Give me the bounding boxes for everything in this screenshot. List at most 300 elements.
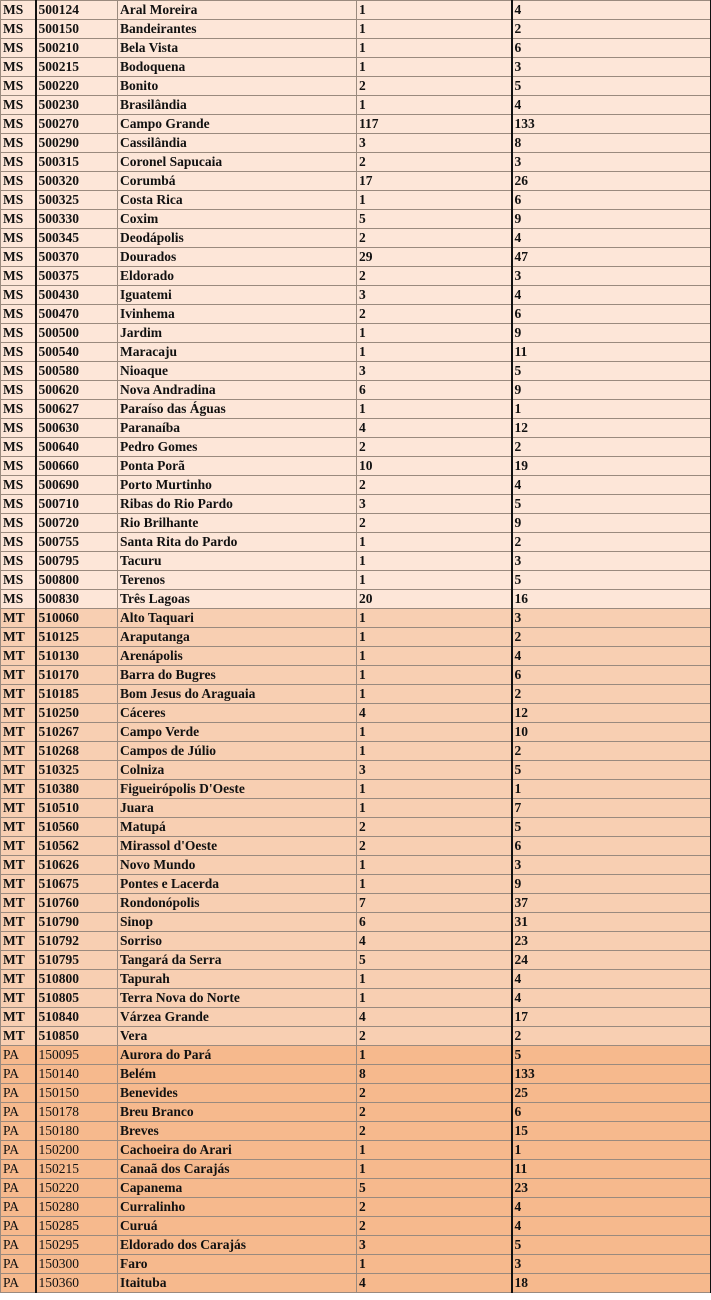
table-row — [1, 1236, 711, 1255]
count-b-cell: 3 — [512, 267, 711, 286]
table-row — [1, 1255, 711, 1274]
count-b-cell: 5 — [512, 1236, 711, 1255]
municipality-cell: Brasilândia — [118, 96, 357, 115]
code-cell: 500315 — [36, 153, 118, 172]
code-cell: 150300 — [36, 1255, 118, 1274]
table-row — [1, 818, 711, 837]
table-row — [1, 894, 711, 913]
code-cell: 500345 — [36, 229, 118, 248]
count-a-cell: 3 — [357, 1236, 512, 1255]
count-a-cell: 2 — [357, 837, 512, 856]
table-row — [1, 1, 711, 20]
count-b-cell: 26 — [512, 172, 711, 191]
code-cell: 510380 — [36, 780, 118, 799]
table-row — [1, 1217, 711, 1236]
state-cell: MS — [1, 400, 36, 419]
municipality-cell: Tapurah — [118, 970, 357, 989]
count-a-cell: 3 — [357, 134, 512, 153]
municipality-cell: Porto Murtinho — [118, 476, 357, 495]
count-b-cell: 5 — [512, 495, 711, 514]
municipality-cell: Eldorado — [118, 267, 357, 286]
state-cell: MT — [1, 1008, 36, 1027]
municipality-cell: Cachoeira do Arari — [118, 1141, 357, 1160]
table-row — [1, 96, 711, 115]
municipality-cell: Paranaíba — [118, 419, 357, 438]
count-b-cell: 5 — [512, 761, 711, 780]
municipality-cell: Pedro Gomes — [118, 438, 357, 457]
municipality-cell: Alto Taquari — [118, 609, 357, 628]
count-a-cell: 10 — [357, 457, 512, 476]
municipality-cell: Ponta Porã — [118, 457, 357, 476]
count-a-cell: 8 — [357, 1065, 512, 1084]
count-b-cell: 23 — [512, 1179, 711, 1198]
code-cell: 500325 — [36, 191, 118, 210]
state-cell: PA — [1, 1141, 36, 1160]
municipality-cell: Nioaque — [118, 362, 357, 381]
count-a-cell: 1 — [357, 20, 512, 39]
state-cell: MS — [1, 305, 36, 324]
state-cell: MT — [1, 609, 36, 628]
count-a-cell: 1 — [357, 58, 512, 77]
state-cell: MS — [1, 533, 36, 552]
code-cell: 500795 — [36, 552, 118, 571]
count-a-cell: 4 — [357, 419, 512, 438]
count-a-cell: 2 — [357, 1198, 512, 1217]
state-cell: MS — [1, 134, 36, 153]
municipality-cell: Cassilândia — [118, 134, 357, 153]
municipality-cell: Curralinho — [118, 1198, 357, 1217]
count-b-cell: 6 — [512, 305, 711, 324]
state-cell: MS — [1, 514, 36, 533]
table-row — [1, 438, 711, 457]
municipality-cell: Benevides — [118, 1084, 357, 1103]
count-a-cell: 1 — [357, 989, 512, 1008]
table-row — [1, 1141, 711, 1160]
table-row — [1, 590, 711, 609]
table-row — [1, 153, 711, 172]
count-a-cell: 5 — [357, 210, 512, 229]
count-a-cell: 1 — [357, 96, 512, 115]
count-b-cell: 2 — [512, 685, 711, 704]
code-cell: 510795 — [36, 951, 118, 970]
count-b-cell: 2 — [512, 742, 711, 761]
count-a-cell: 2 — [357, 438, 512, 457]
municipality-cell: Campo Grande — [118, 115, 357, 134]
table-row — [1, 609, 711, 628]
count-b-cell: 3 — [512, 153, 711, 172]
code-cell: 510510 — [36, 799, 118, 818]
table-row — [1, 704, 711, 723]
count-a-cell: 1 — [357, 609, 512, 628]
code-cell: 150215 — [36, 1160, 118, 1179]
municipality-cell: Tangará da Serra — [118, 951, 357, 970]
state-cell: MS — [1, 495, 36, 514]
code-cell: 500830 — [36, 590, 118, 609]
state-cell: MT — [1, 970, 36, 989]
code-cell: 500620 — [36, 381, 118, 400]
municipality-cell: Figueirópolis D'Oeste — [118, 780, 357, 799]
count-a-cell: 1 — [357, 799, 512, 818]
state-cell: MS — [1, 1, 36, 20]
table-row — [1, 1198, 711, 1217]
count-a-cell: 2 — [357, 267, 512, 286]
municipality-cell: Terra Nova do Norte — [118, 989, 357, 1008]
state-cell: MS — [1, 39, 36, 58]
municipality-cell: Ivinhema — [118, 305, 357, 324]
state-cell: MT — [1, 704, 36, 723]
municipality-cell: Curuá — [118, 1217, 357, 1236]
state-cell: MS — [1, 248, 36, 267]
table-row — [1, 1027, 711, 1046]
count-a-cell: 1 — [357, 970, 512, 989]
table-row — [1, 1122, 711, 1141]
count-a-cell: 1 — [357, 685, 512, 704]
code-cell: 510170 — [36, 666, 118, 685]
code-cell: 500270 — [36, 115, 118, 134]
municipality-cell: Rio Brilhante — [118, 514, 357, 533]
code-cell: 510805 — [36, 989, 118, 1008]
state-cell: MS — [1, 267, 36, 286]
count-a-cell: 5 — [357, 951, 512, 970]
count-b-cell: 3 — [512, 1255, 711, 1274]
table-row — [1, 1179, 711, 1198]
municipality-cell: Campos de Júlio — [118, 742, 357, 761]
municipality-cell: Bonito — [118, 77, 357, 96]
municipality-cell: Três Lagoas — [118, 590, 357, 609]
state-cell: MS — [1, 438, 36, 457]
municipality-cell: Barra do Bugres — [118, 666, 357, 685]
state-cell: MS — [1, 552, 36, 571]
state-cell: MS — [1, 590, 36, 609]
code-cell: 500690 — [36, 476, 118, 495]
code-cell: 150280 — [36, 1198, 118, 1217]
municipality-cell: Vera — [118, 1027, 357, 1046]
municipality-cell: Juara — [118, 799, 357, 818]
state-cell: PA — [1, 1065, 36, 1084]
code-cell: 500720 — [36, 514, 118, 533]
count-a-cell: 1 — [357, 742, 512, 761]
municipality-cell: Capanema — [118, 1179, 357, 1198]
municipality-cell: Coxim — [118, 210, 357, 229]
count-a-cell: 2 — [357, 1217, 512, 1236]
state-cell: MT — [1, 989, 36, 1008]
state-cell: MT — [1, 742, 36, 761]
state-cell: MS — [1, 324, 36, 343]
municipality-cell: Novo Mundo — [118, 856, 357, 875]
state-cell: MS — [1, 20, 36, 39]
municipality-cell: Matupá — [118, 818, 357, 837]
table-row — [1, 343, 711, 362]
code-cell: 510325 — [36, 761, 118, 780]
code-cell: 500290 — [36, 134, 118, 153]
count-a-cell: 5 — [357, 1179, 512, 1198]
count-b-cell: 3 — [512, 856, 711, 875]
code-cell: 510250 — [36, 704, 118, 723]
code-cell: 500330 — [36, 210, 118, 229]
state-cell: MT — [1, 628, 36, 647]
code-cell: 500710 — [36, 495, 118, 514]
table-row — [1, 305, 711, 324]
table-row — [1, 913, 711, 932]
code-cell: 510675 — [36, 875, 118, 894]
table-row — [1, 457, 711, 476]
code-cell: 510130 — [36, 647, 118, 666]
table-row — [1, 229, 711, 248]
code-cell: 510560 — [36, 818, 118, 837]
count-b-cell: 1 — [512, 1141, 711, 1160]
state-cell: PA — [1, 1236, 36, 1255]
table-row — [1, 20, 711, 39]
count-b-cell: 5 — [512, 77, 711, 96]
table-row — [1, 58, 711, 77]
municipality-cell: Campo Verde — [118, 723, 357, 742]
code-cell: 510840 — [36, 1008, 118, 1027]
code-cell: 150220 — [36, 1179, 118, 1198]
table-row — [1, 856, 711, 875]
state-cell: PA — [1, 1160, 36, 1179]
count-b-cell: 3 — [512, 552, 711, 571]
state-cell: PA — [1, 1122, 36, 1141]
count-b-cell: 5 — [512, 362, 711, 381]
municipality-cell: Várzea Grande — [118, 1008, 357, 1027]
state-cell: PA — [1, 1255, 36, 1274]
count-a-cell: 3 — [357, 286, 512, 305]
count-a-cell: 2 — [357, 153, 512, 172]
code-cell: 510185 — [36, 685, 118, 704]
code-cell: 150360 — [36, 1274, 118, 1293]
count-b-cell: 4 — [512, 476, 711, 495]
count-a-cell: 117 — [357, 115, 512, 134]
count-a-cell: 1 — [357, 571, 512, 590]
count-a-cell: 2 — [357, 818, 512, 837]
count-a-cell: 1 — [357, 856, 512, 875]
state-cell: MT — [1, 913, 36, 932]
code-cell: 150200 — [36, 1141, 118, 1160]
table-row — [1, 1008, 711, 1027]
table-row — [1, 248, 711, 267]
count-b-cell: 23 — [512, 932, 711, 951]
municipality-cell: Coronel Sapucaia — [118, 153, 357, 172]
count-b-cell: 4 — [512, 1217, 711, 1236]
count-b-cell: 2 — [512, 533, 711, 552]
state-cell: MS — [1, 210, 36, 229]
count-b-cell: 4 — [512, 647, 711, 666]
count-a-cell: 2 — [357, 1027, 512, 1046]
state-cell: MT — [1, 761, 36, 780]
count-b-cell: 9 — [512, 875, 711, 894]
state-cell: PA — [1, 1103, 36, 1122]
count-b-cell: 4 — [512, 1198, 711, 1217]
count-b-cell: 7 — [512, 799, 711, 818]
count-b-cell: 12 — [512, 419, 711, 438]
count-b-cell: 2 — [512, 1027, 711, 1046]
code-cell: 150285 — [36, 1217, 118, 1236]
count-a-cell: 1 — [357, 191, 512, 210]
table-row — [1, 39, 711, 58]
count-a-cell: 1 — [357, 343, 512, 362]
code-cell: 500640 — [36, 438, 118, 457]
table-row — [1, 381, 711, 400]
table-row — [1, 514, 711, 533]
state-cell: MT — [1, 666, 36, 685]
count-b-cell: 3 — [512, 609, 711, 628]
count-b-cell: 17 — [512, 1008, 711, 1027]
municipality-cell: Maracaju — [118, 343, 357, 362]
state-cell: MS — [1, 153, 36, 172]
table-row — [1, 647, 711, 666]
count-b-cell: 19 — [512, 457, 711, 476]
code-cell: 500627 — [36, 400, 118, 419]
code-cell: 510790 — [36, 913, 118, 932]
code-cell: 510760 — [36, 894, 118, 913]
state-cell: MT — [1, 799, 36, 818]
state-cell: MS — [1, 362, 36, 381]
state-cell: MS — [1, 115, 36, 134]
municipality-cell: Faro — [118, 1255, 357, 1274]
table-row — [1, 1046, 711, 1065]
count-a-cell: 2 — [357, 229, 512, 248]
count-a-cell: 4 — [357, 932, 512, 951]
state-cell: MS — [1, 476, 36, 495]
state-cell: MT — [1, 837, 36, 856]
count-a-cell: 1 — [357, 1141, 512, 1160]
state-cell: MT — [1, 780, 36, 799]
state-cell: MT — [1, 685, 36, 704]
count-b-cell: 15 — [512, 1122, 711, 1141]
count-a-cell: 3 — [357, 362, 512, 381]
count-b-cell: 6 — [512, 39, 711, 58]
count-b-cell: 5 — [512, 571, 711, 590]
state-cell: MS — [1, 571, 36, 590]
table-row — [1, 932, 711, 951]
municipality-cell: Rondonópolis — [118, 894, 357, 913]
table-row — [1, 476, 711, 495]
state-cell: MS — [1, 286, 36, 305]
count-a-cell: 2 — [357, 514, 512, 533]
table-row — [1, 628, 711, 647]
state-cell: MT — [1, 856, 36, 875]
count-b-cell: 9 — [512, 381, 711, 400]
code-cell: 500230 — [36, 96, 118, 115]
municipality-cell: Breves — [118, 1122, 357, 1141]
state-cell: PA — [1, 1274, 36, 1293]
municipality-cell: Aral Moreira — [118, 1, 357, 20]
table-row — [1, 419, 711, 438]
state-cell: MT — [1, 894, 36, 913]
count-b-cell: 37 — [512, 894, 711, 913]
table-row — [1, 666, 711, 685]
count-b-cell: 10 — [512, 723, 711, 742]
count-b-cell: 9 — [512, 514, 711, 533]
count-a-cell: 4 — [357, 1008, 512, 1027]
code-cell: 500430 — [36, 286, 118, 305]
count-a-cell: 17 — [357, 172, 512, 191]
count-a-cell: 2 — [357, 476, 512, 495]
count-b-cell: 2 — [512, 438, 711, 457]
code-cell: 500150 — [36, 20, 118, 39]
municipality-cell: Tacuru — [118, 552, 357, 571]
count-b-cell: 47 — [512, 248, 711, 267]
state-cell: MS — [1, 419, 36, 438]
municipality-cell: Deodápolis — [118, 229, 357, 248]
count-a-cell: 1 — [357, 1255, 512, 1274]
code-cell: 500215 — [36, 58, 118, 77]
municipality-cell: Aurora do Pará — [118, 1046, 357, 1065]
count-b-cell: 133 — [512, 1065, 711, 1084]
table-row — [1, 362, 711, 381]
count-b-cell: 6 — [512, 837, 711, 856]
count-b-cell: 9 — [512, 210, 711, 229]
count-b-cell: 18 — [512, 1274, 711, 1293]
table-row — [1, 533, 711, 552]
table-row — [1, 134, 711, 153]
table-row — [1, 799, 711, 818]
count-b-cell: 6 — [512, 666, 711, 685]
table-row — [1, 951, 711, 970]
state-cell: MT — [1, 1027, 36, 1046]
municipality-cell: Costa Rica — [118, 191, 357, 210]
count-b-cell: 6 — [512, 1103, 711, 1122]
municipality-cell: Jardim — [118, 324, 357, 343]
municipality-cell: Mirassol d'Oeste — [118, 837, 357, 856]
count-b-cell: 5 — [512, 1046, 711, 1065]
count-a-cell: 1 — [357, 647, 512, 666]
state-cell: MS — [1, 77, 36, 96]
code-cell: 500540 — [36, 343, 118, 362]
code-cell: 510562 — [36, 837, 118, 856]
table-row — [1, 172, 711, 191]
state-cell: MS — [1, 381, 36, 400]
code-cell: 500500 — [36, 324, 118, 343]
table-row — [1, 495, 711, 514]
municipality-cell: Dourados — [118, 248, 357, 267]
count-b-cell: 8 — [512, 134, 711, 153]
municipality-cell: Belém — [118, 1065, 357, 1084]
table-row — [1, 286, 711, 305]
municipality-cell: Eldorado dos Carajás — [118, 1236, 357, 1255]
count-a-cell: 4 — [357, 704, 512, 723]
table-row — [1, 723, 711, 742]
code-cell: 500220 — [36, 77, 118, 96]
code-cell: 500370 — [36, 248, 118, 267]
table-row — [1, 970, 711, 989]
code-cell: 510125 — [36, 628, 118, 647]
code-cell: 500755 — [36, 533, 118, 552]
municipality-cell: Corumbá — [118, 172, 357, 191]
municipality-cell: Terenos — [118, 571, 357, 590]
count-a-cell: 20 — [357, 590, 512, 609]
municipality-cell: Nova Andradina — [118, 381, 357, 400]
count-a-cell: 29 — [357, 248, 512, 267]
count-b-cell: 4 — [512, 286, 711, 305]
count-a-cell: 6 — [357, 381, 512, 400]
count-a-cell: 3 — [357, 761, 512, 780]
state-cell: MS — [1, 191, 36, 210]
count-a-cell: 1 — [357, 666, 512, 685]
municipality-cell: Ribas do Rio Pardo — [118, 495, 357, 514]
count-a-cell: 1 — [357, 324, 512, 343]
state-cell: MS — [1, 172, 36, 191]
table-row — [1, 837, 711, 856]
count-b-cell: 6 — [512, 191, 711, 210]
count-a-cell: 1 — [357, 533, 512, 552]
code-cell: 500580 — [36, 362, 118, 381]
count-b-cell: 31 — [512, 913, 711, 932]
state-cell: PA — [1, 1179, 36, 1198]
table-row — [1, 875, 711, 894]
municipality-cell: Paraíso das Águas — [118, 400, 357, 419]
municipality-cell: Bom Jesus do Araguaia — [118, 685, 357, 704]
